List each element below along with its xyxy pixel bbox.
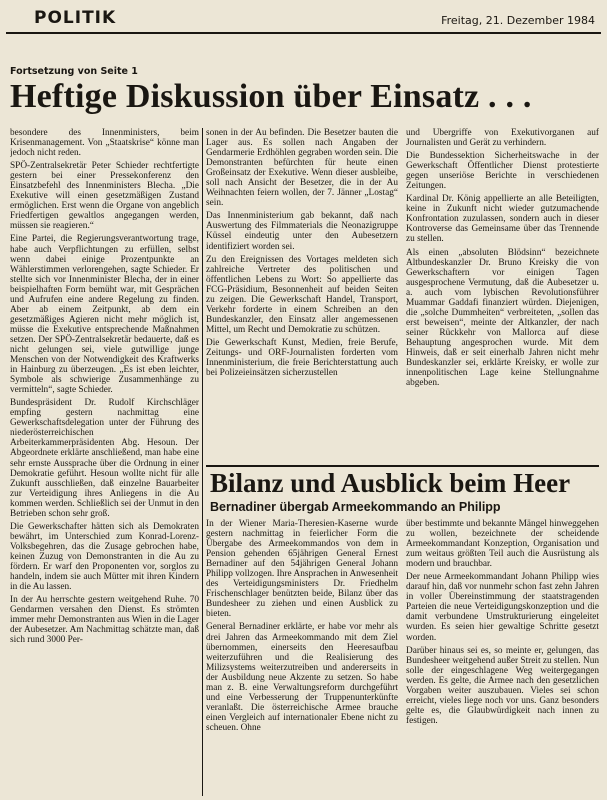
paragraph: Bundespräsident Dr. Rudolf Kirchschläger empfing gestern nachmittag eine Gewerkschaftsdelegation unter der Führung des niederösterreichischen Arbeiterkammerpräsidenten Abg. Hesoun. Der Abgeordnete erklärte anschließend, man habe eine sehr ernste Aussprache über die Ordnung in einer Demokratie geführt. Hesoun wollte nicht für alle Zukunft ausschließen, daß einzelne Bauarbeiter zur Verteidigung ihres Anliegens in die Au kommen werden. Schließlich sei der Unmut in den Betrieben schon sehr groß.: [10, 398, 199, 519]
section-title: POLITIK: [34, 8, 117, 28]
paragraph: besondere des Innenministers, beim Krisenmanagement. Von „Staatskrise“ könne man jedoch nicht reden.: [10, 128, 199, 159]
article-column-2: [206, 128, 398, 466]
paragraph: Das Innenministerium gab bekannt, daß nach Auswertung des Filmmaterials die Neonazigruppe Küssel eindeutig unter den Aubesetzern identifiziert worden sei.: [206, 211, 398, 252]
article-headline: Heftige Diskussion über Einsatz . . .: [10, 78, 532, 115]
paragraph: Die Gewerkschaft Kunst, Medien, freie Berufe, Zeitungs- und ORF-Journalisten forderten vom Innenministerium, die freie Berichterstattung auch bei Polizeieinsätzen sicherzustellen: [206, 337, 398, 379]
paragraph: Als einen „absoluten Blödsinn“ bezeichnete Altbundeskanzler Dr. Bruno Kreisky die von Gewerkschaftern vor einigen Tagen ausgesprochene Vermutung, daß die Aubesetzer u. a. auch vom lybischen Revolutionsführer Muammar Gaddafi finanziert würden. Diejenigen, die „solche Dummheiten“ verbreiteten, „sollen das erst beweisen“, meinte der Altkanzler, der nach seiner Rückkehr von Mallorca auf diese Behauptung angesprochen wurde. Mit dem Hinweis, daß er seit einerhalb Jahren nicht mehr Bundeskanzler sei, erklärte Kreisky, er wolle zur innenpolitischen Lage keine Stellungnahme abgeben.: [406, 247, 599, 389]
continuation-note: Fortsetzung von Seite 1: [10, 66, 138, 77]
paragraph: über bestimmte und bekannte Mängel hinweggehen zu wollen, bezeichnete der scheidende Armeekommandant Konzeption, Organisation und zum weitaus größten Teil auch die Ausrüstung als modern und brauchbar.: [406, 519, 599, 570]
second-article-subheadline: Bernadiner übergab Armeekommando an Philipp: [210, 500, 501, 514]
article-column-1: [10, 128, 199, 796]
paragraph: General Bernadiner erklärte, er habe vor mehr als drei Jahren das Armeekommando mit dem Ziel übernommen, einerseits den Heeresaufbau weiterzuführen und die Realisierung des Milizsystems weiterzutreiben und andererseits in der Ausbildung neue Akzente zu setzen. So habe man z. B. eine Verwaltungsreform durchgeführt und eine Verbesserung der Truppenunterkünfte veranlaßt. Die österreichische Armee brauche einen Vergleich auf internationaler Ebene nicht zu scheuen. Ohne: [206, 622, 398, 733]
paragraph: Eine Partei, die Regierungsverantwortung trage, habe auch Verpflichtungen zu erfüllen, selbst wenn dabei einige Prozentpunkte an Wählerstimmen verlorengehen, sagte Schieder. Er stellte sich vor Innenminister Blecha, der in einer beispielhaften Form bemüht war, mit Gesprächen und Aufrufen eine andere Regelung zu finden. Aber ab einem Zeitpunkt, ab dem ein gesetzmäßiges Agieren nicht mehr möglich ist, müsse die Exekutive entsprechende Maßnahmen setzen. Der SPÖ-Zentralsekretär bedauerte, daß es nicht gelungen sei, viele gutwillige junge Menschen von der Notwendigkeit des Kraftwerks in Hainburg zu überzeugen. „Es ist eben leichter, Symbole als schwierige Zusammenhänge zu vermitteln“, sagte Schieder.: [10, 234, 199, 396]
second-article-column-2: [406, 519, 599, 796]
paragraph: In der Wiener Maria-Theresien-Kaserne wurde gestern nachmittag in feierlicher Form die Übergabe des Armeekommandos von dem in Pension gehenden 65jährigen General Ernest Bernadiner auf den 54jährigen General Johann Philipp vollzogen. Ihre Ansprachen in Anwesenheit des Verteidigungsministers Dr. Friedhelm Frischenschlager benützten beide, Bilanz über das Bundesheer zu ziehen und einen Ausblick zu bieten.: [206, 519, 398, 620]
paragraph: Die Gewerkschafter hätten sich als Demokraten bewährt, im Unterschied zum Konrad-Lorenz-Volksbegehren, das die Zusage gebrochen habe, keinen Zuzug von Demonstranten in die Au zu fördern. Er warf den Proponenten vor, sorglos zu handeln, indem sie auch Mütter mit ihren Kindern in die Au lassen.: [10, 521, 199, 593]
column-rule: [202, 128, 203, 796]
paragraph: SPÖ-Zentralsekretär Peter Schieder rechtfertigte gestern bei einer Pressekonferenz den Einsatzbefehl des Innenministers Blecha. „Die Exekutive will einen gesetzmäßigen Zustand ermöglichen. Erst wenn die Organe von angeblich Friedfertigen gewaltlos angegangen werden, müssen sie reagieren.“: [10, 161, 199, 232]
second-article-headline: Bilanz und Ausblick beim Heer: [210, 468, 571, 498]
paragraph: und Übergriffe von Exekutivorganen auf Journalisten und Gerät zu verhindern.: [406, 128, 599, 149]
issue-date: Freitag, 21. Dezember 1984: [441, 14, 595, 27]
article-divider: [206, 465, 599, 467]
paragraph: Kardinal Dr. König appellierte an alle Beteiligten, keine in Zukunft nicht wieder gutzumachende Konfrontation zuzulassen, sondern auch in dieser Kontroverse das Gemeinsame über das Trennende zu stellen.: [406, 194, 599, 245]
paragraph: Der neue Armeekommandant Johann Philipp wies darauf hin, daß vor nunmehr schon fast zehn Jahren in voller Übereinstimmung der staatstragenden Parteien die neue Verteidigungskonzeption und die damit verbundene Umstrukturierung eingeleitet wurden. Es seien hier gewaltige Schritte gesetzt worden.: [406, 572, 599, 643]
paragraph: Darüber hinaus sei es, so meinte er, gelungen, das Bundesheer weitgehend außer Streit zu stellen. Nun solle der eingeschlagene Weg weitergegangen werden. Es gelte, die Armee nach den gesetzlichen Vorgaben weiter auszubauen. Vieles sei schon erreicht, vieles liege noch vor uns. Ganz besonders gelte es, die Glaubwürdigkeit nach innen zu festigen.: [406, 645, 599, 726]
paragraph: Zu den Ereignissen des Vortages meldeten sich zahlreiche Vertreter des politischen und öffentlichen Lebens zu Wort: So appellierte das FCG-Präsidium, Besonnenheit auf beiden Seiten zu zeigen. Die Gewerkschaft Handel, Transport, Verkehr forderte in einem Schreiben an den Bundeskanzler, den Einsatz aller angemessenen Mittel, um Recht und Demokratie zu schützen.: [206, 254, 398, 335]
paragraph: In der Au herrschte gestern weitgehend Ruhe. 70 Gendarmen versahen den Dienst. Es strömten immer mehr Demonstranten aus Wien in die Lager der Aubesetzer. Am Nachmittag schätzte man, daß sich rund 3000 Per-: [10, 595, 199, 646]
article-column-3: [406, 128, 599, 466]
second-article-column-1: [206, 519, 398, 796]
page-header: [6, 4, 601, 34]
paragraph: Die Bundessektion Sicherheitswache in der Gewerkschaft Öffentlicher Dienst protestierte gegen unseriöse Berichte in verschiedenen Zeitungen.: [406, 151, 599, 192]
paragraph: sonen in der Au befinden. Die Besetzer bauten die Lager aus. Es sollen nach Angaben der Gendarmerie Erdhöhlen gegraben worden sein. Die Demonstranten befürchten für heute einen Großeinsatz der Exekutive. Wenn dieser ausbleibe, soll nach Ansicht der Besetzer, die in der Au Weihnachten feiern wollen, der 7. Jänner „Lostag“ sein.: [206, 128, 398, 209]
